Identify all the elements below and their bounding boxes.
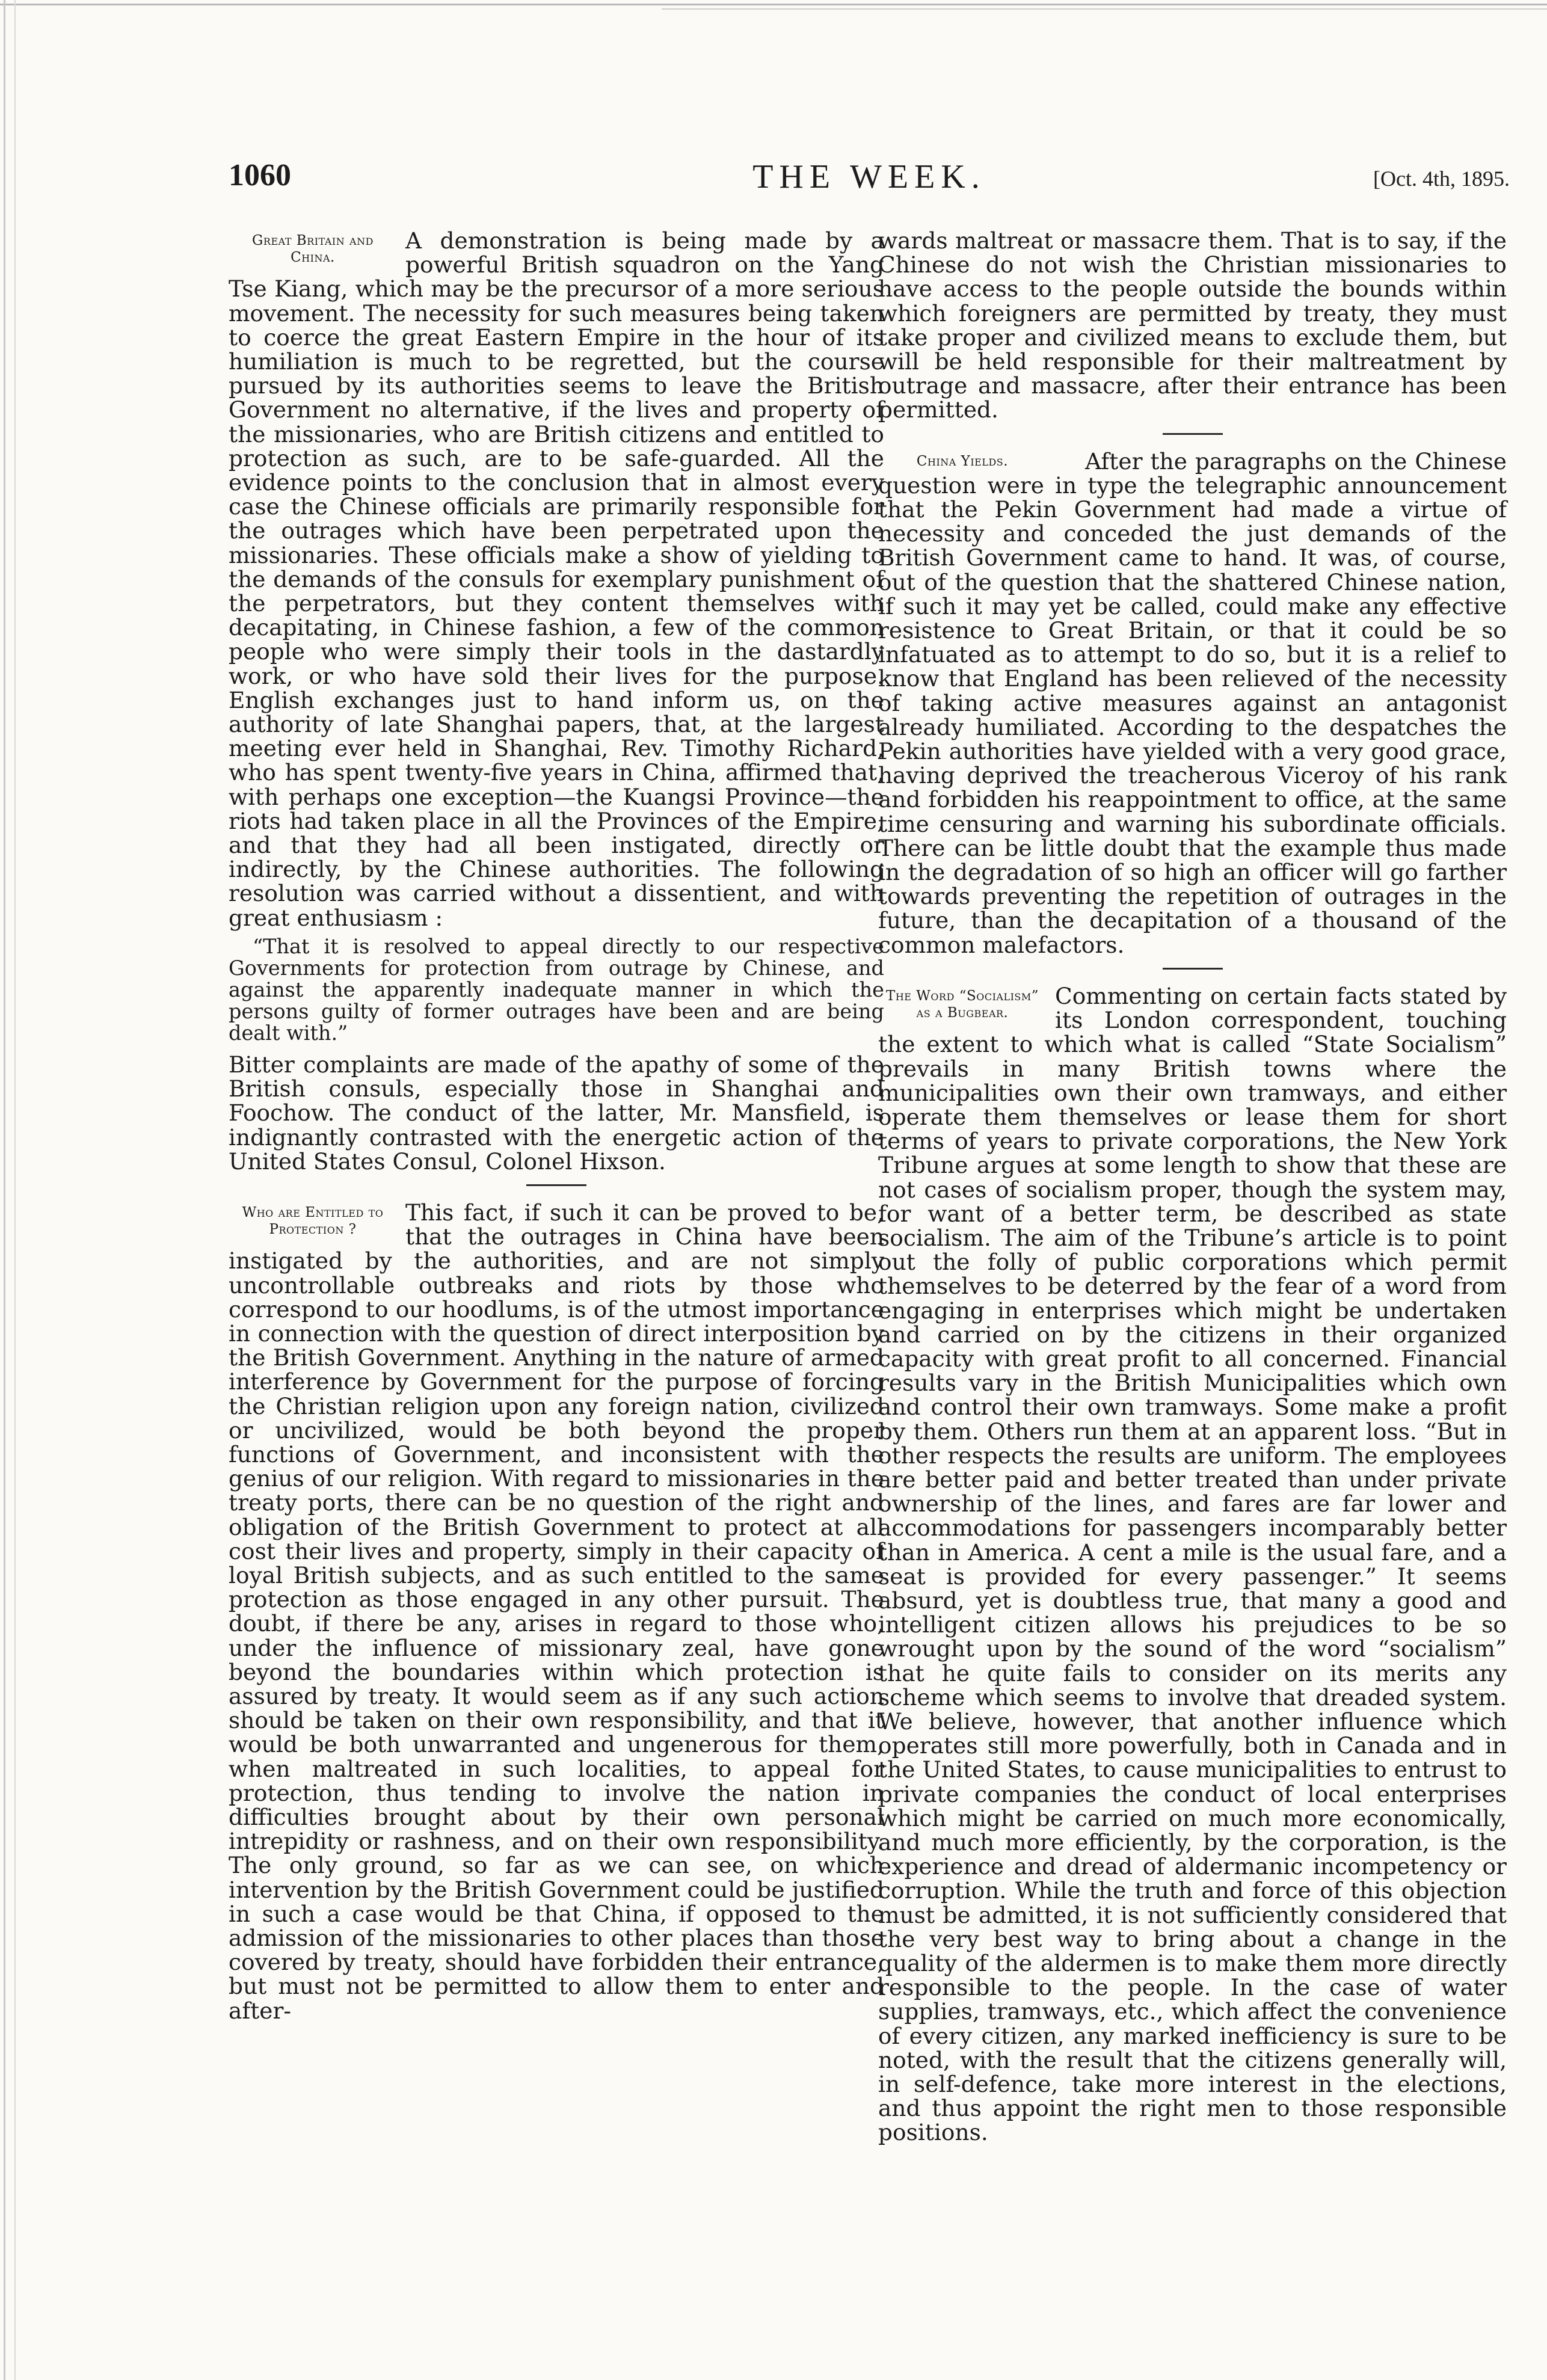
binding-edge-inner bbox=[14, 0, 16, 2380]
article-great-britain-china-paragraph: A demonstration is being made by a powerful British squadron on the Yang Tse Kiang, which may be the precursor of a more serious movement. The necessity for such measures being taken to coerce the great Eastern Empire in the hour of its humiliation is much to be regretted, but the course pursued by its authorities seems to leave the British Government no alternative, if the lives and property of the missionaries, who are British citizens and entitled to protection as such, are to be safe-guarded. All the evidence points to the conclusion that in almost every case the Chinese officials are primarily responsible for the outrages which have been perpetrated upon the missionaries. These officials make a show of yielding to the demands of the consuls for exemplary punishment of the perpetrators, but they content themselves with decapitating, in Chinese fashion, a few of the common people who were simply their tools in the dastardly work, or who have sold their lives for the purpose. English exchanges just to hand inform us, on the authority of late Shanghai papers, that, at the largest meeting ever held in Shanghai, Rev. Timothy Richard, who has spent twenty-five years in China, affirmed that, with perhaps one exception—the Kuangsi Province—the riots had taken place in all the Provinces of the Empire, and that they had all been instigated, directly or indirectly, by the Chinese authorities. The following resolution was carried without a dissentient, and with great enthusiasm : bbox=[229, 227, 884, 931]
article-great-britain-china-paragraph-2: Bitter complaints are made of the apathy of some of the British consuls, especially those in Shanghai and Foochow. The conduct of the latter, Mr. Mansfield, is indignantly contrasted with the energetic action of the United States Consul, Colonel Hixson. bbox=[229, 1051, 884, 1175]
right-column bbox=[878, 229, 1507, 2145]
resolution-quote bbox=[229, 936, 884, 1044]
page-edge-line-secondary bbox=[662, 8, 1547, 10]
article-word-socialism-paragraph: Commenting on certain facts stated by its London correspondent, touching the extent to which what is called “State Socialism” prevails in many British towns where the municipalities own their own tramways, and either operate them themselves or lease them for short terms of years to private corporations, the New York Tribune argues at some length to show that these are not cases of socialism proper, though the system may, for want of a better term, be described as state socialism. The aim of the Tribune’s article is to point out the folly of public corporations which permit themselves to be deterred by the fear of a word from engaging in enterprises which might be undertaken and carried on by the citizens in their organized capacity with great profit to all concerned. Financial results vary in the British Municipalities which own and control their own tramways. Some make a profit by them. Others run them at an apparent loss. “But in other respects the results are uniform. The employees are better paid and better treated than under private ownership of the lines, and fares are far lower and accommodations for passengers incomparably better than in America. A cent a mile is the usual fare, and a seat is provided for every passenger.” It seems absurd, yet is doubtless true, that many a good and intelligent citizen allows his prejudices to be so wrought upon by the sound of the word “socialism” that he quite fails to consider on its merits any scheme which seems to involve that dreaded system. We believe, however, that another influence which operates still more powerfully, both in Canada and in the United States, to cause municipalities to entrust to private companies the conduct of local enterprises which might be carried on much more economically, and much more efficiently, by the corporation, is the experience and dread of aldermanic incompetency or corruption. While the truth and force of this objection must be admitted, it is not sufficiently considered that the very best way to bring about a change in the quality of the aldermen is to make them more directly responsible to the people. In the case of water supplies, tramways, etc., which affect the convenience of every citizen, any marked inefficiency is sure to be noted, with the result that the citizens generally will, in self-defence, take more interest in the elections, and thus appoint the right men to those responsible positions. bbox=[878, 982, 1507, 2146]
section-divider bbox=[1163, 968, 1223, 970]
section-divider bbox=[526, 1184, 586, 1186]
sidenote-china-yields: China Yields. bbox=[916, 453, 1009, 469]
article-who-entitled-protection-continued: wards maltreat or massacre them. That is to say, if the Chinese do not wish the Christian missionaries to have access to the people outside the bounds within which foreigners are permitted by treaty, they must take proper and civilized means to exclude them, but will be held responsible for their maltreatment by outrage and massacre, after their entrance has been permitted. bbox=[878, 227, 1507, 423]
issue-date: [Oct. 4th, 1895. bbox=[1373, 167, 1510, 191]
page-edge-line bbox=[0, 4, 1547, 5]
binding-edge bbox=[4, 0, 5, 2380]
sidenote-great-britain-china: Great Britain and China. bbox=[252, 233, 374, 265]
publication-title: THE WEEK. bbox=[752, 158, 986, 195]
page-number: 1060 bbox=[229, 158, 291, 192]
sidenote-who-entitled-protection: Who are Entitled to Protection ? bbox=[242, 1204, 384, 1237]
section-divider bbox=[1163, 433, 1223, 435]
article-china-yields-paragraph: After the paragraphs on the Chinese question were in type the telegraphic announcement that the Pekin Government had made a virtue of necessity and conceded the just demands of the British Government came to hand. It was, of course, out of the question that the shattered Chinese nation, if such it may yet be called, could make any effective resistence to Great Britain, or that it could be so infatuated as to attempt to do so, but it is a relief to know that England has been relieved of the necessity of taking active measures against an antagonist already humiliated. According to the despatches the Pekin authorities have yielded with a very good grace, having deprived the treacherous Viceroy of his rank and forbidden his reappointment to office, at the same time censuring and warning his subordinate officials. There can be little doubt that the example thus made in the degradation of so high an officer will go farther towards preventing the repetition of outrages in the future, than the decapitation of a thousand of the common malefactors. bbox=[878, 447, 1507, 958]
resolution-quote-text: “That it is resolved to appeal directly to our respective Governments for protection from outrage by Chinese, and against the apparently inadequate manner in which the persons guilty of former outrages have been and are being dealt with.” bbox=[229, 934, 884, 1045]
article-who-entitled-protection-paragraph: This fact, if such it can be proved to be, that the outrages in China have been instigated by the authorities, and are not simply uncontrollable outbreaks and riots by those who correspond to our hoodlums, is of the utmost importance in connection with the question of direct interposition by the British Government. Anything in the nature of armed interference by Government for the purpose of forcing the Christian religion upon any foreign nation, civilized or uncivilized, would be both beyond the proper functions of Government, and inconsistent with the genius of our religion. With regard to missionaries in the treaty ports, there can be no question of the right and obligation of the British Government to protect at all cost their lives and property, simply in their capacity of loyal British subjects, and as such entitled to the same protection as those engaged in any other pursuit. The doubt, if there be any, arises in regard to those who, under the influence of missionary zeal, have gone beyond the boundaries within which protection is assured by treaty. It would seem as if any such action should be taken on their own responsibility, and that it would be both unwarranted and ungenerous for them, when maltreated in such localities, to appeal for protection, thus tending to involve the nation in difficulties brought about by their own personal intrepidity or rashness, and on their own responsibility. The only ground, so far as we can see, on which intervention by the British Government could be justified in such a case would be that China, if opposed to the admission of the missionaries to other places than those covered by treaty, should have forbidden their entrance, but must not be permitted to allow them to enter and after- bbox=[229, 1199, 884, 2024]
running-header bbox=[229, 158, 1510, 206]
left-column bbox=[229, 229, 884, 2023]
sidenote-word-socialism-bugbear: The Word “Socialism” as a Bugbear. bbox=[885, 988, 1039, 1021]
